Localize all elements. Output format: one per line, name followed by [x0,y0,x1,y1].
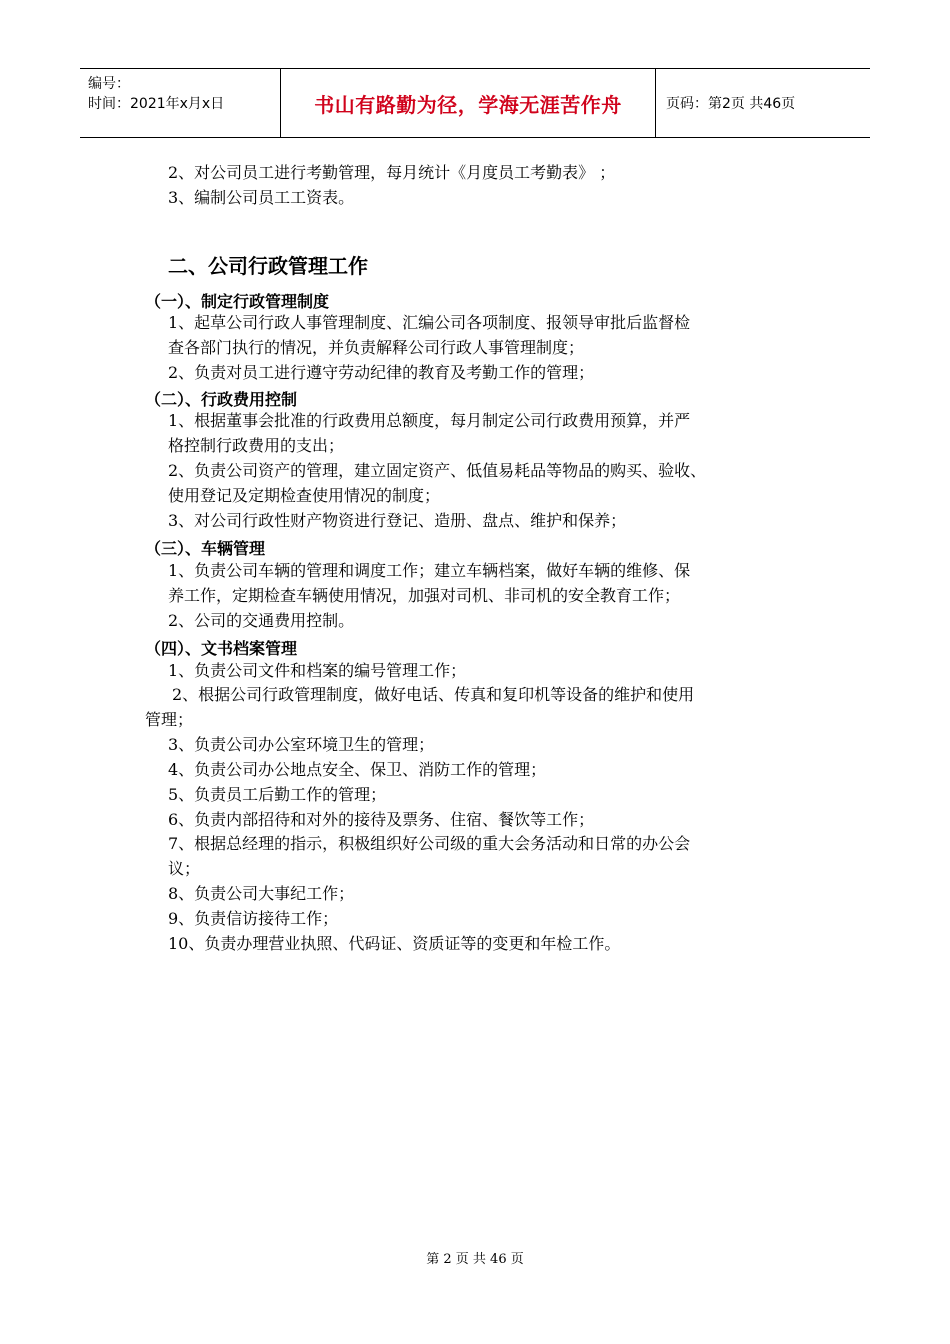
subsection-title: （一）、制定行政管理制度 [145,292,330,311]
body-line: 2、对公司员工进行考勤管理，每月统计《月度员工考勤表》 ； [168,163,616,182]
subsection-title: （三）、车辆管理 [145,539,266,558]
body-line: 4、负责公司办公地点安全、保卫、消防工作的管理； [168,760,547,779]
body-line: 5、负责员工后勤工作的管理； [168,785,387,804]
page-header [80,68,870,138]
body-line: 管理； [145,710,194,729]
header-motto: 书山有路勤为径，学海无涯苦作舟 [314,92,622,117]
body-line: 2、根据公司行政管理制度，做好电话、传真和复印机等设备的维护和使用 [172,685,695,704]
body-line: 3、编制公司员工工资表。 [168,188,355,207]
body-line: 7、根据总经理的指示，积极组织好公司级的重大会务活动和日常的办公会 [168,834,691,853]
document-number-label: 编号： [88,76,130,92]
section-title: 二、公司行政管理工作 [168,254,368,278]
document-time-label: 时间：2021年x月x日 [88,96,225,112]
body-line: 1、负责公司文件和档案的编号管理工作； [168,661,467,680]
body-line: 1、负责公司车辆的管理和调度工作；建立车辆档案，做好车辆的维修、保 [168,561,691,580]
header-meta [80,69,280,137]
body-line: 8、负责公司大事纪工作； [168,884,355,903]
body-line: 1、起草公司行政人事管理制度、汇编公司各项制度、报领导审批后监督检 [168,313,691,332]
body-line: 格控制行政费用的支出； [168,436,345,455]
subsection-title: （二）、行政费用控制 [145,390,298,409]
body-line: 3、对公司行政性财产物资进行登记、造册、盘点、维护和保养； [168,511,627,530]
body-line: 10、负责办理营业执照、代码证、资质证等的变更和年检工作。 [168,934,621,953]
body-line: 养工作，定期检查车辆使用情况，加强对司机、非司机的安全教育工作； [168,586,681,605]
body-line: 2、负责对员工进行遵守劳动纪律的教育及考勤工作的管理； [168,363,595,382]
header-motto-cell [280,69,656,137]
page-footer: 第 2 页 共 46 页 [426,1252,524,1267]
body-line: 查各部门执行的情况，并负责解释公司行政人事管理制度； [168,338,585,357]
body-line: 2、公司的交通费用控制。 [168,611,355,630]
body-line: 2、负责公司资产的管理，建立固定资产、低值易耗品等物品的购买、验收、 [168,461,707,480]
body-line: 3、负责公司办公室环境卫生的管理； [168,735,435,754]
subsection-title: （四）、文书档案管理 [145,639,298,658]
header-page-cell [656,69,870,137]
body-line: 议； [168,859,201,878]
body-line: 使用登记及定期检查使用情况的制度； [168,486,441,505]
body-line: 1、根据董事会批准的行政费用总额度，每月制定公司行政费用预算，并严 [168,411,691,430]
header-page-info: 页码：第2页 共46页 [666,96,796,112]
body-line: 6、负责内部招待和对外的接待及票务、住宿、餐饮等工作； [168,810,595,829]
body-line: 9、负责信访接待工作； [168,909,339,928]
